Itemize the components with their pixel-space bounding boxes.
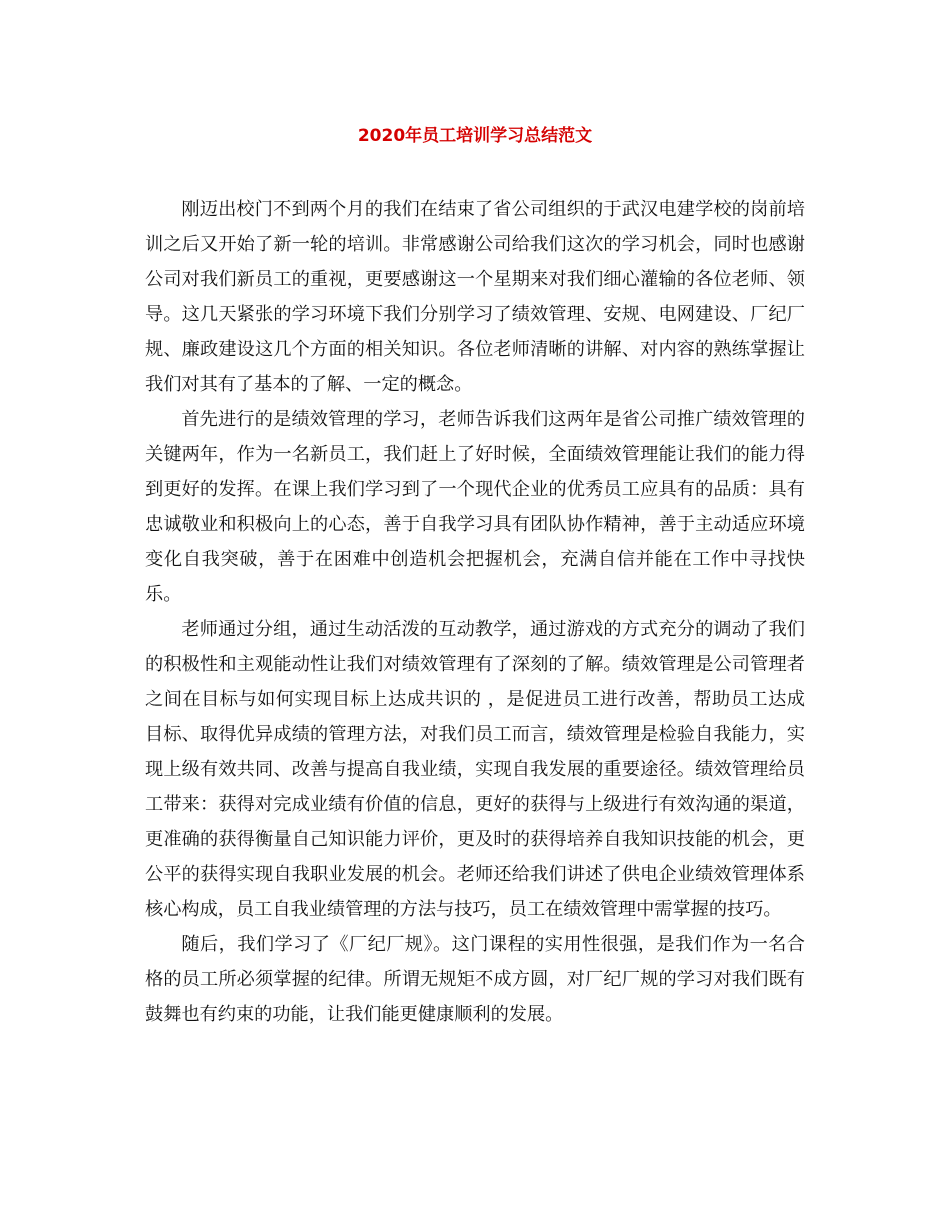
paragraph-3: 老师通过分组，通过生动活泼的互动教学，通过游戏的方式充分的调动了我们的积极性和主观能动性让我们对绩效管理有了深刻的了解。绩效管理是公司管理者之间在目标与如何实现目标上达成共识的 ，是促进员工进行改善，帮助员工达成目标、取得优异成绩的管理方法，对我们员工而言，绩效管理是检验自我能力，实现上级有效共同、改善与提高自我业绩，实现自我发展的重要途径。绩效管理给员工带来：获得对完成业绩有价值的信息，更好的获得与上级进行有效沟通的渠道，更准确的获得衡量自己知识能力评价，更及时的获得培养自我知识技能的机会，更公平的获得实现自我职业发展的机会。老师还给我们讲述了供电企业绩效管理体系核心构成，员工自我业绩管理的方法与技巧，员工在绩效管理中需掌握的技巧。 [145,619,805,920]
paragraph-4: 随后，我们学习了《厂纪厂规》。这门课程的实用性很强，是我们作为一名合格的员工所必须掌握的纪律。所谓无规矩不成方圆，对厂纪厂规的学习对我们既有鼓舞也有约束的功能，让我们能更健康顺利的发展。 [145,934,805,1025]
document-body [145,192,805,1032]
document-title: 2020年员工培训学习总结范文 [357,126,593,146]
paragraph-1: 刚迈出校门不到两个月的我们在结束了省公司组织的于武汉电建学校的岗前培训之后又开始了新一轮的培训。非常感谢公司给我们这次的学习机会，同时也感谢公司对我们新员工的重视，更要感谢这一个星期来对我们细心灌输的各位老师、领导。这几天紧张的学习环境下我们分别学习了绩效管理、安规、电网建设、厂纪厂规、廉政建设这几个方面的相关知识。各位老师清晰的讲解、对内容的熟练掌握让我们对其有了基本的了解、一定的概念。 [145,199,805,395]
paragraph-2: 首先进行的是绩效管理的学习，老师告诉我们这两年是省公司推广绩效管理的关键两年，作为一名新员工，我们赶上了好时候，全面绩效管理能让我们的能力得到更好的发挥。在课上我们学习到了一个现代企业的优秀员工应具有的品质：具有忠诚敬业和积极向上的心态，善于自我学习具有团队协作精神，善于主动适应环境变化自我突破，善于在困难中创造机会把握机会，充满自信并能在工作中寻找快乐。 [145,409,805,605]
